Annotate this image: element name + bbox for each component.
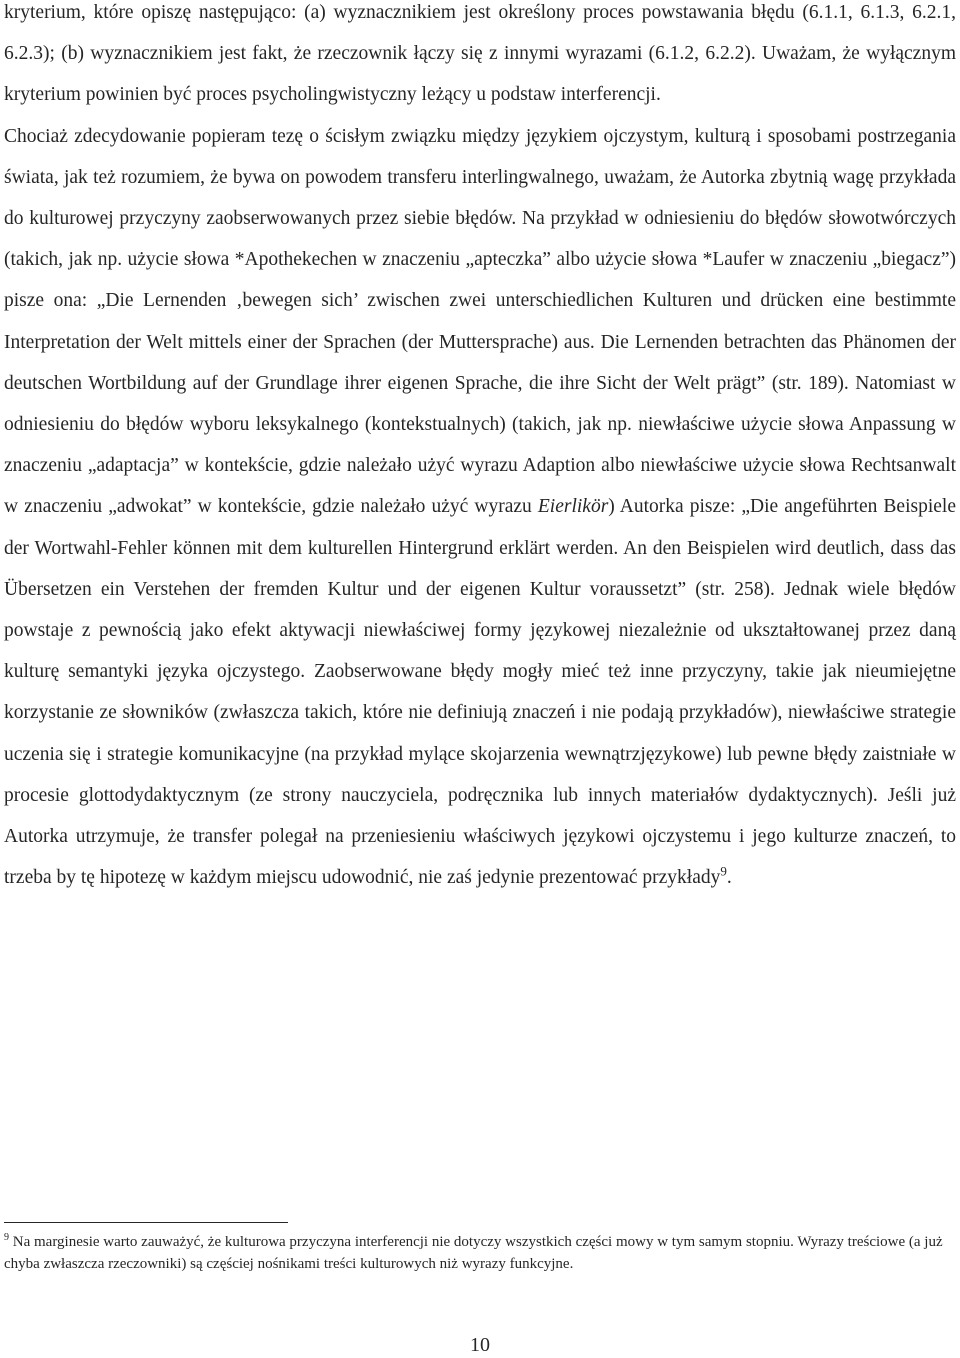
paragraph-2-text-b: ) Autorka pisze: „Die angeführten Beispiele der Wortwahl-Fehler können mit dem kulturellen Hintergrund erklärt werden. An den Beispielen wird deutlich, dass das Übersetzen ein Verstehen der fremden Kultur und der eigenen Kultur voraussetzt” (str. 258). Jednak wiele błędów powstaje z pewnością jako efekt aktywacji niewłaściwej formy językowej niezależnie od ukształtowanej przez daną kulturę semantyki języka ojczystego. Zaobserwowane błędy mogły mieć też inne przyczyny, takie jak nieumiejętne korzystanie ze słowników (zwłaszcza takich, które nie definiują znaczeń i nie podają przykładów), niewłaściwe strategie uczenia się i strategie komunikacyjne (na przykład mylące skojarzenia wewnątrzjęzykowe) lub pewne błędy zaistniałe w procesie glottodydaktycznym (ze strony nauczyciela, podręcznika lub innych materiałów dydaktycznych). Jeśli już Autorka utrzymuje, że transfer polegał na przeniesieniu właściwych językowi ojczystemu i jego kulturze znaczeń, to trzeba by tę hipotezę w każdym miejscu udowodnić, nie zaś jedynie prezentować przykłady <box>4 496 956 889</box>
footnote <box>4 1232 944 1275</box>
paragraph-2-end: . <box>726 867 732 889</box>
footnote-reference[interactable]: 9 <box>720 863 727 879</box>
footnote-text: Na marginesie warto zauważyć, że kulturowa przyczyna interferencji nie dotyczy wszystkich części mowy w tym samym stopniu. Wyrazy treściowe (a już chyba zwłaszcza rzeczowniki) są częściej nośnikami treści kulturowych niż wyrazy funkcyjne. <box>4 1234 943 1272</box>
footnote-divider <box>4 1222 288 1223</box>
paragraph-2 <box>4 116 956 899</box>
page-number: 10 <box>470 1334 490 1356</box>
page-body <box>4 0 956 898</box>
paragraph-2-text-a: Chociaż zdecydowanie popieram tezę o ścisłym związku między językiem ojczystym, kulturą i sposobami postrzegania świata, jak też rozumiem, że bywa on powodem transferu interlingwalnego, uważam, że Autorka zbytnią wagę przykłada do kulturowej przyczyny zaobserwowanych przez siebie błędów. Na przykład w odniesieniu do błędów słowotwórczych (takich, jak np. użycie słowa *Apothekechen w znaczeniu „apteczka” albo użycie słowa *Laufer w znaczeniu „biegacz”) pisze ona: „Die Lernenden ‚bewegen sich’ zwischen zwei unterschiedlichen Kulturen und drücken eine bestimmte Interpretation der Welt mittels einer der Sprachen (der Muttersprache) aus. Die Lernenden betrachten das Phänomen der deutschen Wortbildung auf der Grundlage ihrer eigenen Sprache, die ihre Sicht der Welt prägt” (str. 189). Natomiast w odniesieniu do błędów wyboru leksykalnego (kontekstualnych) (takich, jak np. niewłaściwe użycie słowa Anpassung w znaczeniu „adaptacja” w kontekście, gdzie należało użyć wyrazu Adaption albo niewłaściwe użycie słowa Rechtsanwalt w znaczeniu „adwokat” w kontekście, gdzie należało użyć wyrazu <box>4 125 956 518</box>
footnote-marker: 9 <box>4 1232 9 1243</box>
italic-word: Eierlikör <box>537 496 609 518</box>
paragraph-1: kryterium, które opiszę następująco: (a) wyznacznikiem jest określony proces powstawania błędu (6.1.1, 6.1.3, 6.2.1, 6.2.3); (b) wyznacznikiem jest fakt, że rzeczownik łączy się z innymi wyrazami (6.1.2, 6.2.2). Uważam, że wyłącznym kryterium powinien być proces psycholingwistyczny leżący u podstaw interferencji. <box>4 2 956 106</box>
